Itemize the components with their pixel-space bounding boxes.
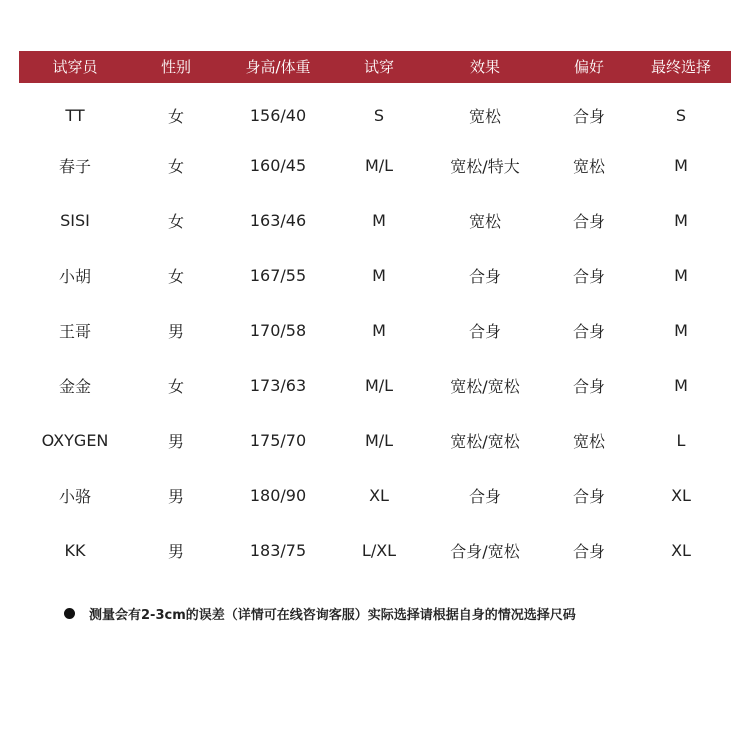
cell-height-weight: 160/45: [249, 156, 307, 175]
cell-preference: 合身: [572, 267, 605, 286]
cell-final-choice: S: [675, 106, 687, 125]
cell-preference: 宽松: [572, 432, 605, 451]
cell-gender: 男: [167, 487, 184, 506]
cell-tried-size: M/L: [364, 431, 394, 450]
cell-gender: 男: [167, 542, 184, 561]
table-header-row: [19, 51, 731, 83]
cell-gender: 女: [167, 107, 184, 126]
table-row: [19, 523, 731, 578]
cell-preference: 合身: [572, 542, 605, 561]
header-gender: 性别: [160, 58, 191, 76]
header-tried-size: 试穿: [363, 58, 394, 76]
bullet-icon: [64, 608, 75, 619]
cell-tester: 春子: [58, 157, 91, 176]
cell-tester: 小胡: [58, 267, 91, 286]
cell-tried-size: M/L: [364, 156, 394, 175]
cell-height-weight: 156/40: [249, 106, 307, 125]
cell-height-weight: 180/90: [249, 486, 307, 505]
cell-preference: 合身: [572, 487, 605, 506]
header-tester: 试穿员: [52, 58, 98, 76]
cell-tester: TT: [65, 106, 85, 125]
cell-tried-size: S: [373, 106, 385, 125]
cell-effect: 宽松/宽松: [450, 377, 520, 396]
size-trial-table: [19, 51, 731, 578]
table-row: [19, 83, 731, 138]
table-body: [19, 83, 731, 578]
cell-tester: 金金: [58, 377, 91, 396]
cell-preference: 合身: [572, 212, 605, 231]
cell-tester: 王哥: [58, 322, 91, 341]
cell-gender: 女: [167, 377, 184, 396]
cell-height-weight: 167/55: [249, 266, 307, 285]
cell-preference: 宽松: [572, 157, 605, 176]
cell-tried-size: M: [372, 266, 386, 285]
table-row: [19, 193, 731, 248]
cell-preference: 合身: [572, 107, 605, 126]
cell-height-weight: 175/70: [249, 431, 307, 450]
header-height-weight: 身高/体重: [245, 58, 311, 76]
table-header: [19, 51, 731, 83]
cell-effect: 宽松: [468, 212, 501, 231]
cell-final-choice: M: [674, 156, 688, 175]
cell-final-choice: M: [674, 211, 688, 230]
cell-tester: KK: [64, 541, 86, 560]
measurement-note-text: 测量会有2-3cm的误差（详情可在线咨询客服）实际选择请根据自身的情况选择尺码: [89, 608, 576, 623]
cell-tried-size: M/L: [364, 376, 394, 395]
cell-gender: 男: [167, 322, 184, 341]
cell-tester: 小骆: [58, 487, 91, 506]
cell-effect: 宽松/特大: [450, 157, 520, 176]
cell-effect: 宽松: [468, 107, 501, 126]
cell-tried-size: XL: [369, 486, 389, 505]
cell-gender: 男: [167, 432, 184, 451]
cell-gender: 女: [167, 267, 184, 286]
cell-preference: 合身: [572, 377, 605, 396]
table-row: [19, 248, 731, 303]
table-row: [19, 413, 731, 468]
table-row: [19, 468, 731, 523]
cell-final-choice: M: [674, 266, 688, 285]
header-effect: 效果: [469, 58, 500, 76]
table-row: [19, 303, 731, 358]
cell-final-choice: XL: [671, 486, 691, 505]
cell-preference: 合身: [572, 322, 605, 341]
cell-effect: 合身: [468, 322, 501, 341]
header-preference: 偏好: [573, 58, 604, 76]
cell-tried-size: L/XL: [361, 541, 397, 560]
cell-final-choice: L: [676, 431, 686, 450]
cell-effect: 合身: [468, 267, 501, 286]
cell-height-weight: 170/58: [249, 321, 307, 340]
cell-height-weight: 173/63: [249, 376, 307, 395]
cell-tried-size: M: [372, 321, 386, 340]
cell-tester: OXYGEN: [41, 431, 109, 450]
cell-final-choice: M: [674, 321, 688, 340]
cell-final-choice: XL: [671, 541, 691, 560]
table-row: [19, 358, 731, 413]
cell-effect: 宽松/宽松: [450, 432, 520, 451]
cell-effect: 合身: [468, 487, 501, 506]
cell-tester: SISI: [60, 211, 90, 230]
cell-tried-size: M: [372, 211, 386, 230]
header-final-choice: 最终选择: [650, 58, 711, 76]
cell-gender: 女: [167, 212, 184, 231]
cell-final-choice: M: [674, 376, 688, 395]
table-row: [19, 138, 731, 193]
cell-height-weight: 183/75: [249, 541, 307, 560]
cell-gender: 女: [167, 157, 184, 176]
measurement-note: [64, 604, 576, 623]
cell-height-weight: 163/46: [249, 211, 307, 230]
cell-effect: 合身/宽松: [450, 542, 520, 561]
